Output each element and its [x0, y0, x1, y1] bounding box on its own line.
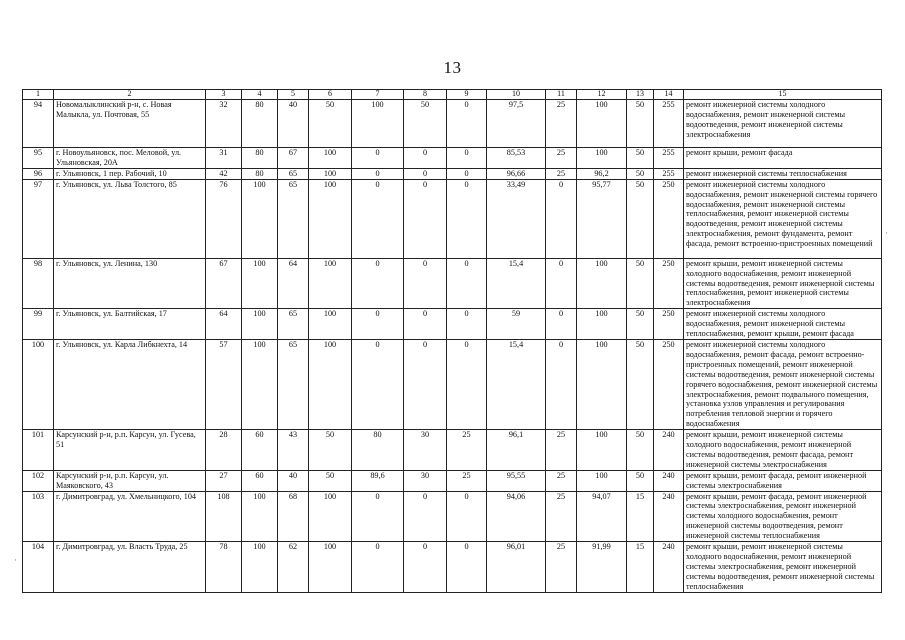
column-number-row	[23, 90, 882, 100]
works-cell: ремонт крыши, ремонт инженерной системы холодного водоснабжения, ремонт инженерной системы электроснабжения, ремонт инженерной системы водоотведения, ремонт инженерной системы теплоснабжения	[684, 542, 882, 593]
works-cell: ремонт инженерной системы холодного водоснабжения, ремонт инженерной системы водоотведения, ремонт инженерной системы электроснабжения	[684, 100, 882, 148]
value-cell-c3: 28	[206, 430, 242, 471]
works-cell: ремонт крыши, ремонт инженерной системы холодного водоснабжения, ремонт инженерной системы водоотведения, ремонт фасада, ремонт инженерной системы электроснабжения	[684, 430, 882, 471]
value-cell-c11: 25	[546, 491, 577, 542]
value-cell-c7: 0	[352, 339, 404, 429]
col-header: 14	[654, 90, 684, 100]
works-cell: ремонт инженерной системы теплоснабжения	[684, 168, 882, 179]
works-cell: ремонт инженерной системы холодного водоснабжения, ремонт инженерной системы горячего водоснабжения, ремонт инженерной системы теплоснабжения, ремонт инженерной системы водоотведения, ремонт инженерной системы электроснабжения, ремонт фундамента, ремонт фасада, ремонт встроенно-пристроенных помещений	[684, 179, 882, 258]
value-cell-c9: 0	[447, 179, 487, 258]
value-cell-c4: 100	[242, 339, 278, 429]
value-cell-c5: 68	[278, 491, 309, 542]
value-cell-c5: 40	[278, 470, 309, 491]
value-cell-c8: 0	[404, 309, 447, 340]
col-header: 10	[487, 90, 546, 100]
value-cell-c14: 250	[654, 309, 684, 340]
value-cell-c10: 96,66	[487, 168, 546, 179]
table-row	[23, 491, 882, 542]
value-cell-c9: 25	[447, 430, 487, 471]
col-header: 15	[684, 90, 882, 100]
value-cell-c6: 100	[309, 542, 352, 593]
table-row	[23, 179, 882, 258]
value-cell-c8: 0	[404, 339, 447, 429]
row-number-cell: 104	[23, 542, 54, 593]
col-header: 12	[577, 90, 627, 100]
value-cell-c10: 59	[487, 309, 546, 340]
row-number-cell: 100	[23, 339, 54, 429]
address-cell: Карсунский р-н, р.п. Карсун, ул. Маяковского, 43	[54, 470, 206, 491]
value-cell-c11: 25	[546, 470, 577, 491]
works-cell: ремонт инженерной системы холодного водоснабжения, ремонт фасада, ремонт встроенно-пристроенных помещений, ремонт инженерной системы водоотведения, ремонт инженерной системы горячего водоснабжения, ремонт инженерной системы электроснабжения, ремонт подвального помещения, установка узлов управления и регулирования потребления тепловой энергии и горячего водоснабжения	[684, 339, 882, 429]
value-cell-c4: 100	[242, 179, 278, 258]
works-cell: ремонт крыши, ремонт фасада	[684, 148, 882, 169]
value-cell-c6: 100	[309, 491, 352, 542]
value-cell-c13: 50	[627, 100, 654, 148]
value-cell-c7: 100	[352, 100, 404, 148]
value-cell-c12: 100	[577, 309, 627, 340]
value-cell-c13: 50	[627, 258, 654, 309]
value-cell-c4: 100	[242, 258, 278, 309]
address-cell: г. Ульяновск, ул. Ленина, 130	[54, 258, 206, 309]
table-row	[23, 309, 882, 340]
value-cell-c6: 50	[309, 470, 352, 491]
value-cell-c11: 0	[546, 258, 577, 309]
value-cell-c11: 0	[546, 339, 577, 429]
value-cell-c3: 57	[206, 339, 242, 429]
value-cell-c6: 100	[309, 168, 352, 179]
address-cell: г. Ульяновск, ул. Балтийская, 17	[54, 309, 206, 340]
value-cell-c4: 100	[242, 542, 278, 593]
value-cell-c13: 50	[627, 168, 654, 179]
col-header: 11	[546, 90, 577, 100]
value-cell-c7: 0	[352, 179, 404, 258]
repair-register-table	[22, 89, 882, 593]
value-cell-c11: 25	[546, 542, 577, 593]
value-cell-c5: 62	[278, 542, 309, 593]
value-cell-c3: 42	[206, 168, 242, 179]
value-cell-c7: 80	[352, 430, 404, 471]
value-cell-c9: 25	[447, 470, 487, 491]
col-header: 3	[206, 90, 242, 100]
value-cell-c14: 250	[654, 258, 684, 309]
value-cell-c5: 65	[278, 168, 309, 179]
value-cell-c13: 50	[627, 339, 654, 429]
value-cell-c8: 0	[404, 491, 447, 542]
value-cell-c12: 100	[577, 470, 627, 491]
row-number-cell: 99	[23, 309, 54, 340]
value-cell-c3: 67	[206, 258, 242, 309]
table-row	[23, 100, 882, 148]
value-cell-c4: 80	[242, 168, 278, 179]
value-cell-c10: 94,06	[487, 491, 546, 542]
value-cell-c7: 0	[352, 491, 404, 542]
value-cell-c10: 15,4	[487, 258, 546, 309]
value-cell-c14: 240	[654, 491, 684, 542]
value-cell-c8: 50	[404, 100, 447, 148]
value-cell-c3: 31	[206, 148, 242, 169]
address-cell: г. Ульяновск, ул. Льва Толстого, 85	[54, 179, 206, 258]
value-cell-c13: 15	[627, 491, 654, 542]
value-cell-c4: 100	[242, 309, 278, 340]
value-cell-c13: 15	[627, 542, 654, 593]
value-cell-c14: 255	[654, 148, 684, 169]
col-header: 2	[54, 90, 206, 100]
value-cell-c10: 15,4	[487, 339, 546, 429]
value-cell-c14: 240	[654, 470, 684, 491]
value-cell-c5: 65	[278, 309, 309, 340]
value-cell-c8: 0	[404, 148, 447, 169]
value-cell-c14: 255	[654, 100, 684, 148]
col-header: 1	[23, 90, 54, 100]
works-cell: ремонт крыши, ремонт фасада, ремонт инженерной системы электроснабжения, ремонт инженерной системы холодного водоснабжения, ремонт инженерной системы водоотведения, ремонт инженерной системы теплоснабжения	[684, 491, 882, 542]
value-cell-c12: 100	[577, 339, 627, 429]
value-cell-c12: 100	[577, 100, 627, 148]
row-number-cell: 95	[23, 148, 54, 169]
value-cell-c13: 50	[627, 309, 654, 340]
table-row	[23, 470, 882, 491]
value-cell-c14: 250	[654, 179, 684, 258]
value-cell-c7: 0	[352, 148, 404, 169]
scan-mark: ·	[885, 228, 888, 238]
address-cell: г. Ульяновск, ул. Карла Либкнехта, 14	[54, 339, 206, 429]
value-cell-c12: 91,99	[577, 542, 627, 593]
value-cell-c13: 50	[627, 179, 654, 258]
row-number-cell: 94	[23, 100, 54, 148]
address-cell: г. Новоульяновск, пос. Меловой, ул. Ульяновская, 20А	[54, 148, 206, 169]
value-cell-c12: 100	[577, 148, 627, 169]
value-cell-c9: 0	[447, 491, 487, 542]
value-cell-c10: 85,53	[487, 148, 546, 169]
table-row	[23, 430, 882, 471]
value-cell-c9: 0	[447, 542, 487, 593]
row-number-cell: 97	[23, 179, 54, 258]
value-cell-c10: 95,55	[487, 470, 546, 491]
value-cell-c6: 100	[309, 309, 352, 340]
value-cell-c9: 0	[447, 258, 487, 309]
scan-mark: ·	[14, 555, 17, 565]
page-number: 13	[443, 58, 462, 77]
value-cell-c14: 255	[654, 168, 684, 179]
value-cell-c8: 0	[404, 168, 447, 179]
value-cell-c11: 25	[546, 148, 577, 169]
value-cell-c3: 76	[206, 179, 242, 258]
row-number-cell: 103	[23, 491, 54, 542]
table-row	[23, 168, 882, 179]
value-cell-c5: 67	[278, 148, 309, 169]
value-cell-c9: 0	[447, 339, 487, 429]
value-cell-c8: 0	[404, 542, 447, 593]
address-cell: Новомалыклинский р-н, с. Новая Малыкла, ул. Почтовая, 55	[54, 100, 206, 148]
value-cell-c4: 80	[242, 148, 278, 169]
value-cell-c8: 0	[404, 179, 447, 258]
works-cell: ремонт крыши, ремонт фасада, ремонт инженерной системы электроснабжения	[684, 470, 882, 491]
table-row	[23, 339, 882, 429]
value-cell-c5: 64	[278, 258, 309, 309]
value-cell-c8: 0	[404, 258, 447, 309]
value-cell-c9: 0	[447, 100, 487, 148]
value-cell-c7: 0	[352, 542, 404, 593]
value-cell-c14: 240	[654, 430, 684, 471]
col-header: 4	[242, 90, 278, 100]
value-cell-c3: 32	[206, 100, 242, 148]
value-cell-c11: 0	[546, 179, 577, 258]
value-cell-c13: 50	[627, 470, 654, 491]
row-number-cell: 101	[23, 430, 54, 471]
value-cell-c6: 50	[309, 100, 352, 148]
value-cell-c9: 0	[447, 309, 487, 340]
value-cell-c10: 96,01	[487, 542, 546, 593]
value-cell-c14: 250	[654, 339, 684, 429]
value-cell-c6: 100	[309, 339, 352, 429]
row-number-cell: 96	[23, 168, 54, 179]
value-cell-c4: 80	[242, 100, 278, 148]
value-cell-c5: 40	[278, 100, 309, 148]
value-cell-c12: 94,07	[577, 491, 627, 542]
value-cell-c13: 50	[627, 148, 654, 169]
value-cell-c6: 100	[309, 148, 352, 169]
value-cell-c11: 0	[546, 309, 577, 340]
address-cell: г. Димитровград, ул. Хмельницкого, 104	[54, 491, 206, 542]
value-cell-c11: 25	[546, 430, 577, 471]
col-header: 8	[404, 90, 447, 100]
value-cell-c3: 64	[206, 309, 242, 340]
value-cell-c12: 100	[577, 258, 627, 309]
value-cell-c4: 100	[242, 491, 278, 542]
value-cell-c5: 65	[278, 179, 309, 258]
value-cell-c14: 240	[654, 542, 684, 593]
address-cell: г. Ульяновск, 1 пер. Рабочий, 10	[54, 168, 206, 179]
value-cell-c12: 96,2	[577, 168, 627, 179]
row-number-cell: 102	[23, 470, 54, 491]
value-cell-c3: 27	[206, 470, 242, 491]
value-cell-c7: 0	[352, 168, 404, 179]
value-cell-c3: 78	[206, 542, 242, 593]
address-cell: Карсунский р-н, р.п. Карсун, ул. Гусева, 51	[54, 430, 206, 471]
value-cell-c7: 89,6	[352, 470, 404, 491]
value-cell-c3: 108	[206, 491, 242, 542]
value-cell-c4: 60	[242, 470, 278, 491]
works-cell: ремонт крыши, ремонт инженерной системы холодного водоснабжения, ремонт инженерной системы водоотведения, ремонт инженерной системы теплоснабжения, ремонт инженерной системы электроснабжения	[684, 258, 882, 309]
address-cell: г. Димитровград, ул. Власть Труда, 25	[54, 542, 206, 593]
value-cell-c7: 0	[352, 309, 404, 340]
table-row	[23, 542, 882, 593]
value-cell-c4: 60	[242, 430, 278, 471]
value-cell-c6: 100	[309, 258, 352, 309]
col-header: 5	[278, 90, 309, 100]
value-cell-c9: 0	[447, 148, 487, 169]
value-cell-c12: 100	[577, 430, 627, 471]
value-cell-c8: 30	[404, 430, 447, 471]
value-cell-c10: 96,1	[487, 430, 546, 471]
col-header: 6	[309, 90, 352, 100]
works-cell: ремонт инженерной системы холодного водоснабжения, ремонт инженерной системы теплоснабжения, ремонт крыши, ремонт фасада	[684, 309, 882, 340]
value-cell-c11: 25	[546, 100, 577, 148]
table-row	[23, 148, 882, 169]
col-header: 13	[627, 90, 654, 100]
value-cell-c5: 65	[278, 339, 309, 429]
value-cell-c6: 50	[309, 430, 352, 471]
col-header: 7	[352, 90, 404, 100]
row-number-cell: 98	[23, 258, 54, 309]
table-row	[23, 258, 882, 309]
value-cell-c5: 43	[278, 430, 309, 471]
value-cell-c10: 97,5	[487, 100, 546, 148]
col-header: 9	[447, 90, 487, 100]
value-cell-c12: 95,77	[577, 179, 627, 258]
value-cell-c6: 100	[309, 179, 352, 258]
value-cell-c8: 30	[404, 470, 447, 491]
value-cell-c7: 0	[352, 258, 404, 309]
value-cell-c13: 50	[627, 430, 654, 471]
value-cell-c9: 0	[447, 168, 487, 179]
value-cell-c11: 25	[546, 168, 577, 179]
value-cell-c10: 33,49	[487, 179, 546, 258]
